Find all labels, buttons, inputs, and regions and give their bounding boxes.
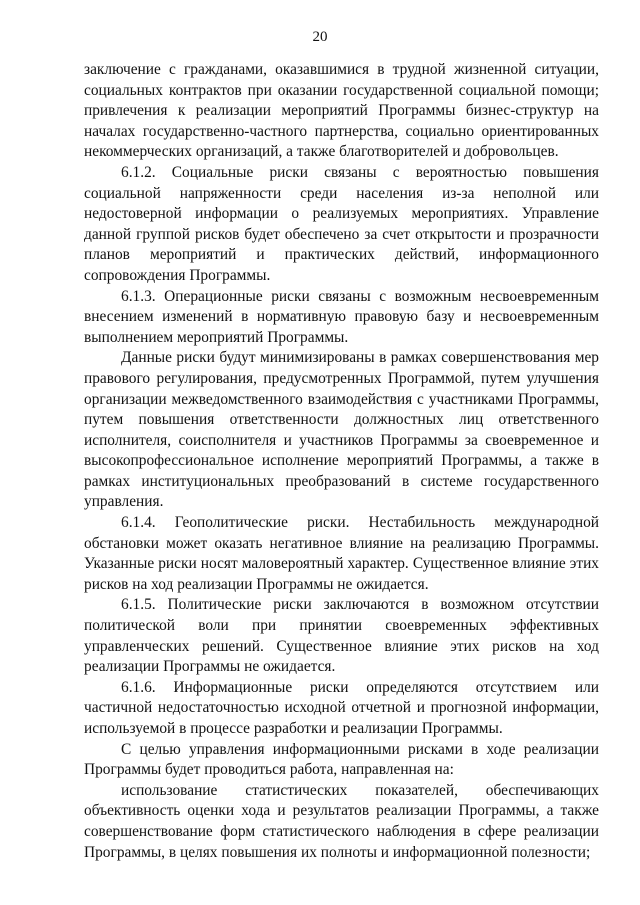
paragraph-political-risks: 6.1.5. Политические риски заключаются в возможном отсутствии политической воли при принятии своевременных эффективных управленческих решений. Существенное влияние этих рисков на ход реализации Программы не ожидается. [84, 596, 599, 676]
paragraph-statistics-use: использование статистических показателей, обеспечивающих объективность оценки хода и результатов реализации Программы, а также совершенствование форм статистического наблюдения в сфере реализации Программы, в целях повышения их полноты и информационной полезности; [84, 781, 599, 861]
page-number: 20 [312, 29, 328, 45]
paragraph-geopolitical-risks: 6.1.4. Геополитические риски. Нестабильность международной обстановки может оказать негативное влияние на реализацию Программы. Указанные риски носят маловероятный характер. Существенное влияние этих рисков на ход реализации Программы не ожидается. [84, 514, 599, 593]
paragraph-social-risks: 6.1.2. Социальные риски связаны с вероятностью повышения социальной напряженности среди населения из-за неполной или недостоверной информации о реализуемых мероприятиях. Управление данной группой рисков будет обеспечено за счет открытости и прозрачности планов мероприятий и практических действий, информационного сопровождения Программы. [84, 163, 599, 284]
paragraph-information-risks: 6.1.6. Информационные риски определяются отсутствием или частичной недостаточностью исходной отчетной и прогнозной информации, используемой в процессе разработки и реализации Программы. [84, 678, 599, 737]
body-text [84, 60, 599, 863]
paragraph-risk-mitigation: Данные риски будут минимизированы в рамках совершенствования мер правового регулирования, предусмотренных Программой, путем улучшения организации межведомственного взаимодействия с участниками Программы, путем повышения ответственности должностных лиц ответственного исполнителя, соисполнителя и участников Программы за своевременное и высокопрофессиональное исполнение мероприятий Программы, а также в рамках институциональных преобразований в системе государственного управления. [84, 349, 599, 511]
paragraph-information-risk-management: С целью управления информационными рисками в ходе реализации Программы будет проводиться работа, направленная на: [84, 740, 599, 779]
paragraph-continuation: заключение с гражданами, оказавшимися в трудной жизненной ситуации, социальных контрактов при оказании государственной социальной помощи; привлечения к реализации мероприятий Программы бизнес-структур на началах государственно-частного партнерства, социально ориентированных некоммерческих организаций, а также благотворителей и добровольцев. [84, 61, 599, 161]
paragraph-operational-risks: 6.1.3. Операционные риски связаны с возможным несвоевременным внесением изменений в нормативную правовую базу и несвоевременным выполнением мероприятий Программы. [84, 287, 599, 346]
